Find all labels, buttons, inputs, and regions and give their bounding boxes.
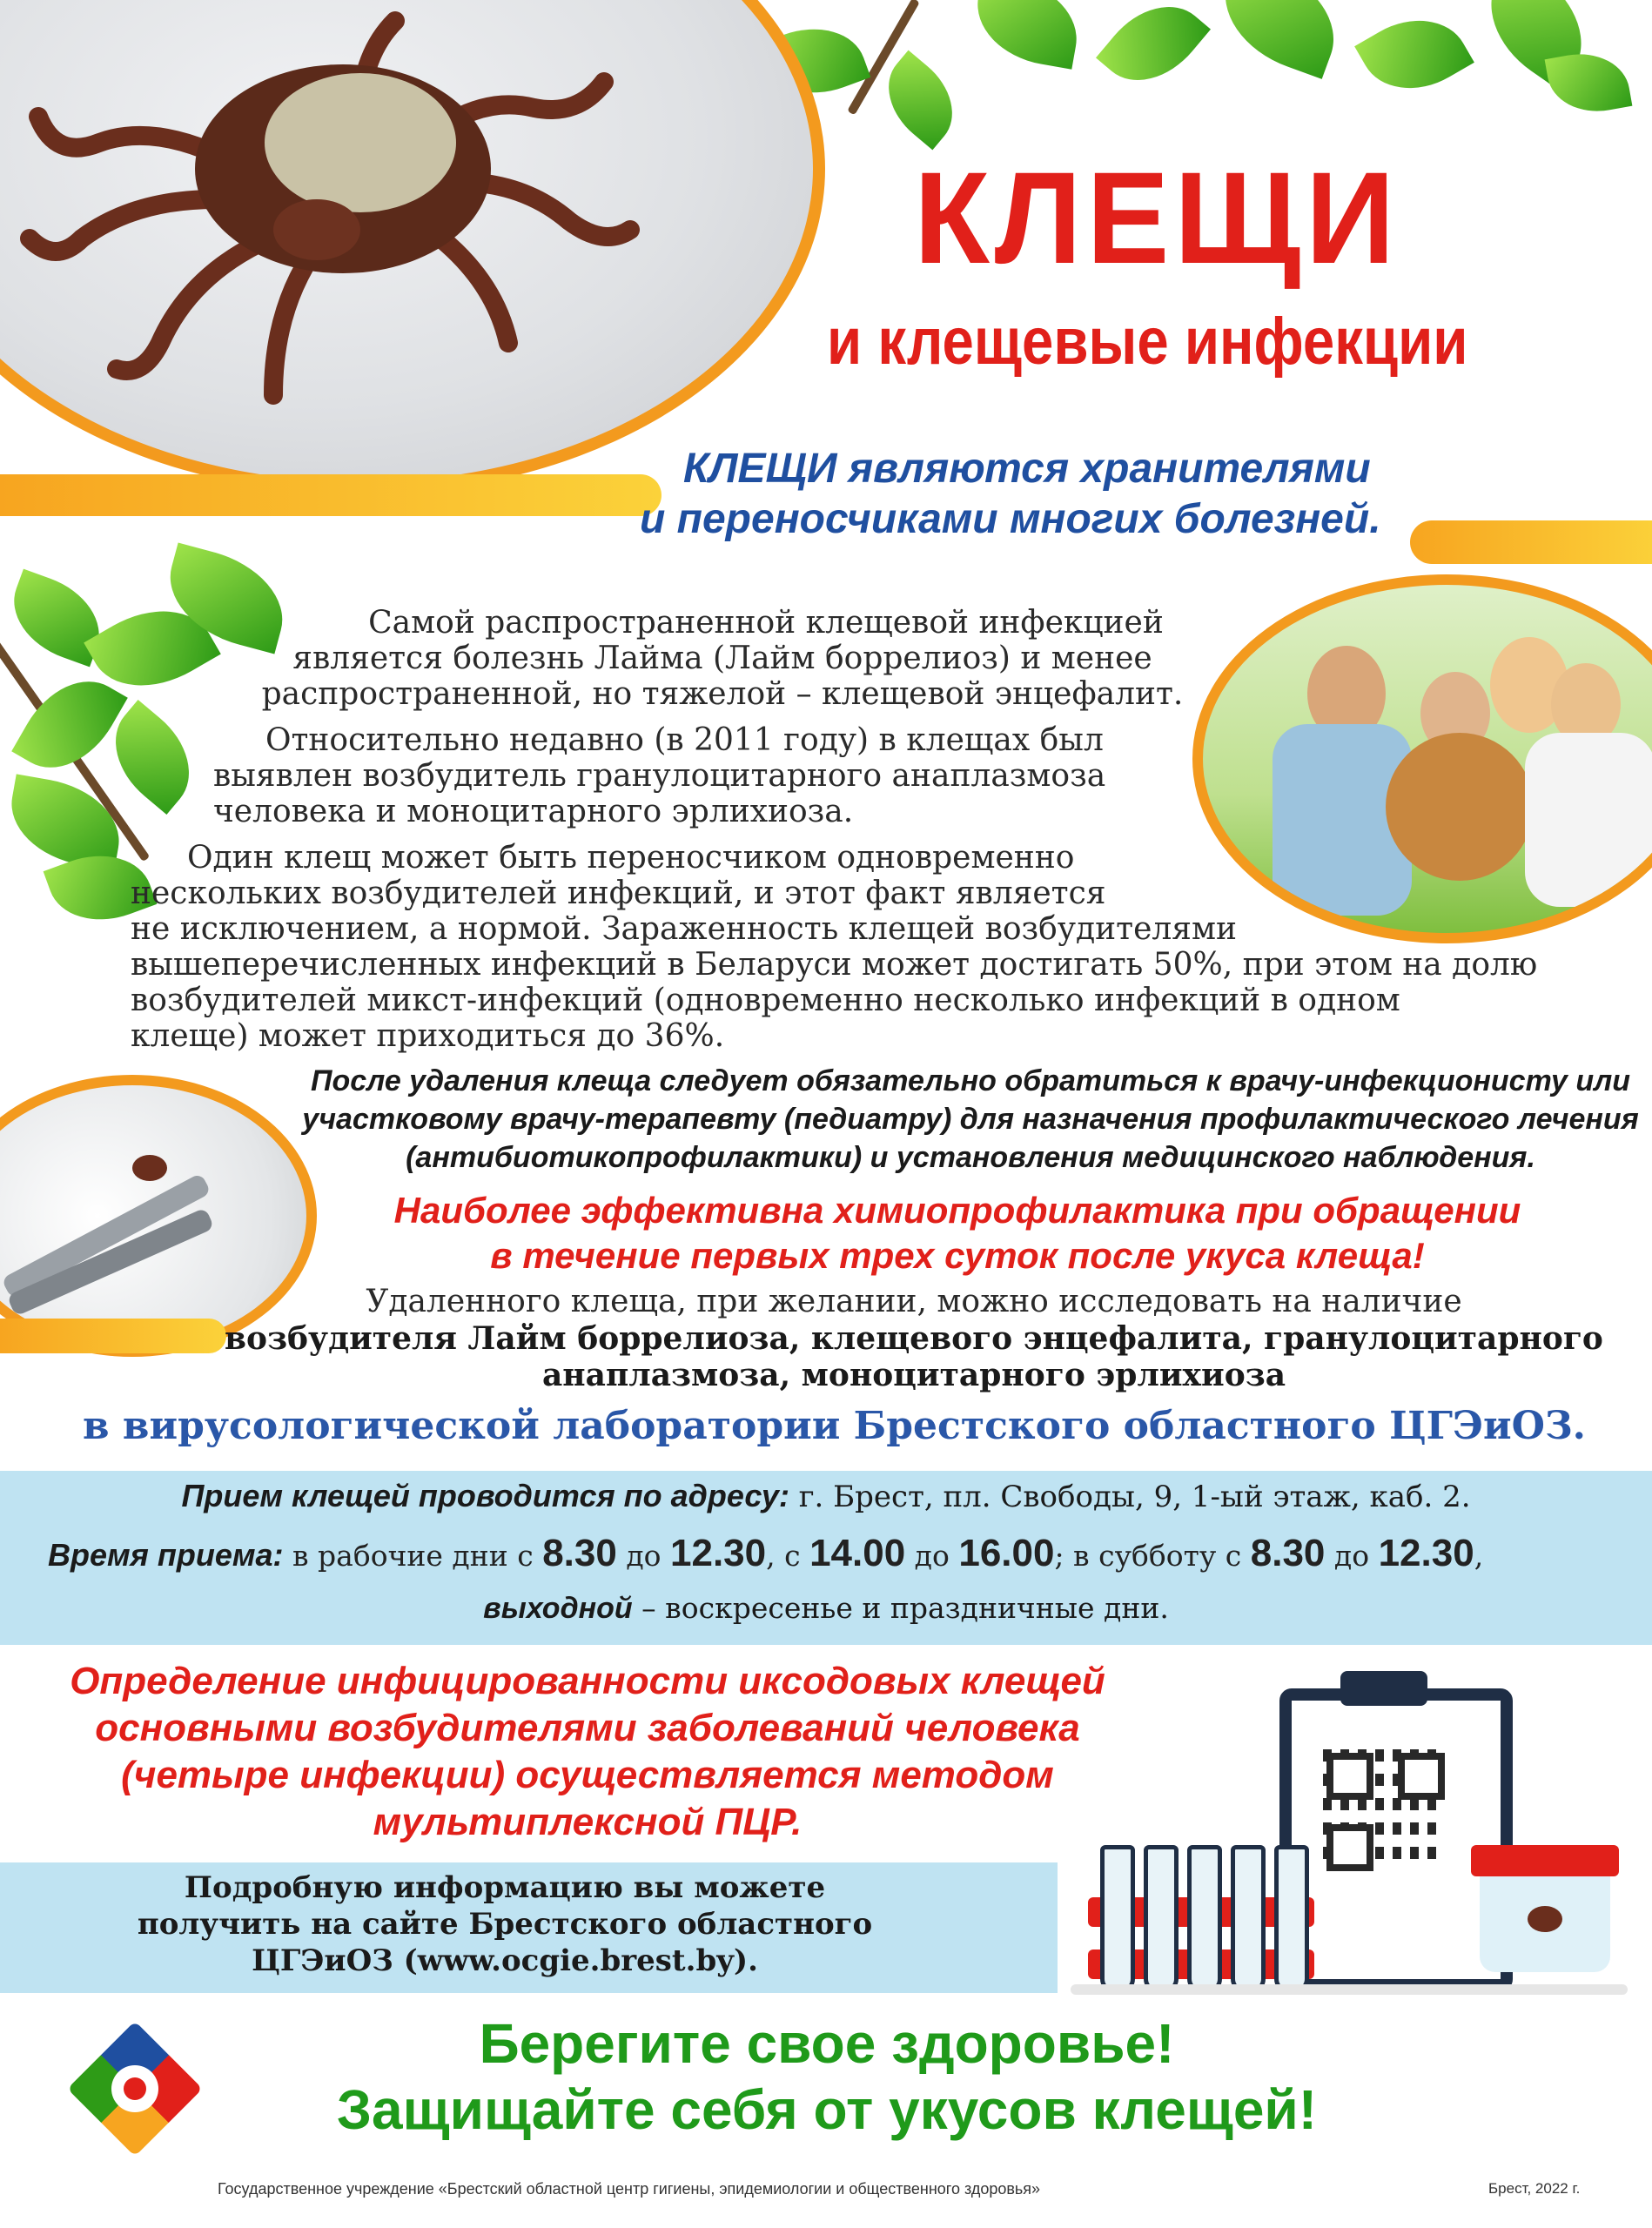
intro-p2-line-3: человека и моноцитарного эрлихиоза. (213, 794, 854, 829)
hours-text-g: , (1474, 1539, 1484, 1573)
info-block (70, 1869, 940, 1979)
hours-label: Время приема: (48, 1537, 284, 1573)
advice-line-2: участковому врачу-терапевту (педиатру) для назначения профилактического лечения (302, 1103, 1639, 1136)
tagline-line-1: КЛЕЩИ являются хранителями (683, 446, 1371, 492)
info-line-3: ЦГЭиОЗ (www.ocgie.brest.by). (252, 1943, 758, 1978)
intro-p1-line-3: распространенной, но тяжелой – клещевой энцефалит. (261, 676, 1184, 712)
lab-block (200, 1284, 1628, 1393)
footer-date-text: Брест, 2022 г. (1488, 2180, 1581, 2197)
address-value: г. Брест, пл. Свободы, 9, 1-ый этаж, каб. 2. (789, 1480, 1471, 1514)
intro-p3-line-1: Один клещ может быть переносчиком одновременно (187, 840, 1075, 876)
tick-photo (0, 0, 825, 494)
orange-stripe-left (0, 474, 661, 516)
pcr-line-2: основными возбудителями заболеваний человека (95, 1707, 1080, 1749)
subtitle-block (827, 305, 1610, 379)
slogan-line-2: Защищайте себя от укусов клещей! (336, 2078, 1318, 2141)
hours-text-e: ; в субботу с (1054, 1539, 1251, 1573)
qr-code-icon (1323, 1749, 1445, 1871)
footer-org (218, 2180, 1480, 2198)
tagline-line-2: и переносчиками многих болезней. (640, 496, 1381, 542)
lab-line-4: в вирусологической лаборатории Брестского областного ЦГЭиОЗ. (83, 1404, 1586, 1448)
dayoff-label: выходной (483, 1592, 633, 1625)
hours-text-c: , с (766, 1539, 810, 1573)
pcr-block (52, 1658, 1123, 1846)
hours-text-d: до (905, 1539, 959, 1573)
reception-dayoff (0, 1591, 1652, 1626)
info-line-2: получить на сайте Брестского областного (137, 1907, 873, 1942)
reception-address (0, 1478, 1652, 1514)
info-line-1: Подробную информацию вы можете (184, 1870, 826, 1905)
title-block (914, 144, 1523, 291)
intro-paragraph-3 (131, 840, 1628, 1054)
tagline (640, 444, 1510, 545)
pcr-line-4: мультиплексной ПЦР. (373, 1801, 802, 1843)
sample-container-icon (1471, 1845, 1619, 1976)
slogan-block (174, 2010, 1480, 2143)
address-label: Прием клещей проводится по адресу: (181, 1478, 789, 1513)
lab-line-1: Удаленного клеща, при желании, можно исследовать на наличие (366, 1284, 1462, 1319)
intro-p3-line-5: возбудителей микст-инфекций (одновременно несколько инфекций в одном (131, 983, 1400, 1018)
intro-p3-line-3: не исключением, а нормой. Зараженность клещей возбудителями (131, 911, 1237, 947)
slogan-line-1: Берегите свое здоровье! (479, 2012, 1175, 2075)
advice-red-line-2: в течение первых трех суток после укуса клеща! (490, 1235, 1425, 1276)
intro-p1-line-1: Самой распространенной клещевой инфекцией (368, 605, 1164, 641)
advice-line-1: После удаления клеща следует обязательно обратиться к врачу-инфекционисту или (310, 1064, 1631, 1097)
lab-line-3: анаплазмоза, моноцитарного эрлихиоза (541, 1357, 1286, 1393)
page-title: КЛЕЩИ (914, 144, 1400, 291)
hours-text-a: в рабочие дни с (283, 1539, 543, 1573)
pcr-line-1: Определение инфицированности иксодовых клещей (70, 1660, 1105, 1702)
intro-p3-line-6: клеще) может приходиться до 36%. (131, 1018, 725, 1054)
intro-p1-line-2: является болезнь Лайма (Лайм боррелиоз) и менее (292, 641, 1152, 676)
hours-text-f: до (1325, 1539, 1379, 1573)
pcr-line-3: (четыре инфекции) осуществляется методом (121, 1754, 1054, 1796)
advice-block (300, 1062, 1641, 1177)
hours-time-2: 12.30 (670, 1532, 767, 1574)
hours-text-b: до (616, 1539, 670, 1573)
reception-hours (48, 1532, 1649, 1575)
footer-org-text: Государственное учреждение «Брестский областной центр гигиены, эпидемиологии и общественного здоровья» (218, 2180, 1041, 2198)
lab-line-2: возбудителя Лайм боррелиоза, клещевого энцефалита, гранулоцитарного (225, 1320, 1603, 1357)
hours-time-3: 14.00 (809, 1532, 906, 1574)
footer-date (1488, 2180, 1636, 2198)
dayoff-value: – воскресенье и праздничные дни. (632, 1591, 1169, 1625)
orange-stripe-mid-left (0, 1319, 226, 1353)
advice-highlight (348, 1188, 1567, 1278)
intro-p2-line-2: выявлен возбудитель гранулоцитарного анаплазмоза (213, 758, 1106, 794)
lab-location (83, 1403, 1649, 1450)
test-tube-rack-icon (1088, 1845, 1314, 1984)
hours-time-6: 12.30 (1378, 1532, 1474, 1574)
intro-p3-line-2: нескольких возбудителей инфекций, и этот факт является (131, 876, 1106, 911)
lab-illustration (1071, 1654, 1628, 2002)
intro-paragraph-1 (244, 605, 1201, 712)
advice-line-3: (антибиотикопрофилактики) и установления медицинского наблюдения. (406, 1141, 1535, 1174)
page-subtitle: и клещевые инфекции (827, 305, 1468, 379)
hours-time-4: 16.00 (958, 1532, 1055, 1574)
advice-red-line-1: Наиболее эффективна химиопрофилактика при обращении (393, 1190, 1521, 1231)
intro-p3-line-4: вышеперечисленных инфекций в Беларуси может достигать 50%, при этом на долю (131, 947, 1538, 983)
hours-time-1: 8.30 (542, 1532, 617, 1574)
tick-illustration-icon (0, 0, 813, 482)
intro-paragraph-2 (213, 722, 1197, 829)
hours-time-5: 8.30 (1250, 1532, 1326, 1574)
intro-p2-line-1: Относительно недавно (в 2011 году) в клещах был (265, 722, 1104, 758)
